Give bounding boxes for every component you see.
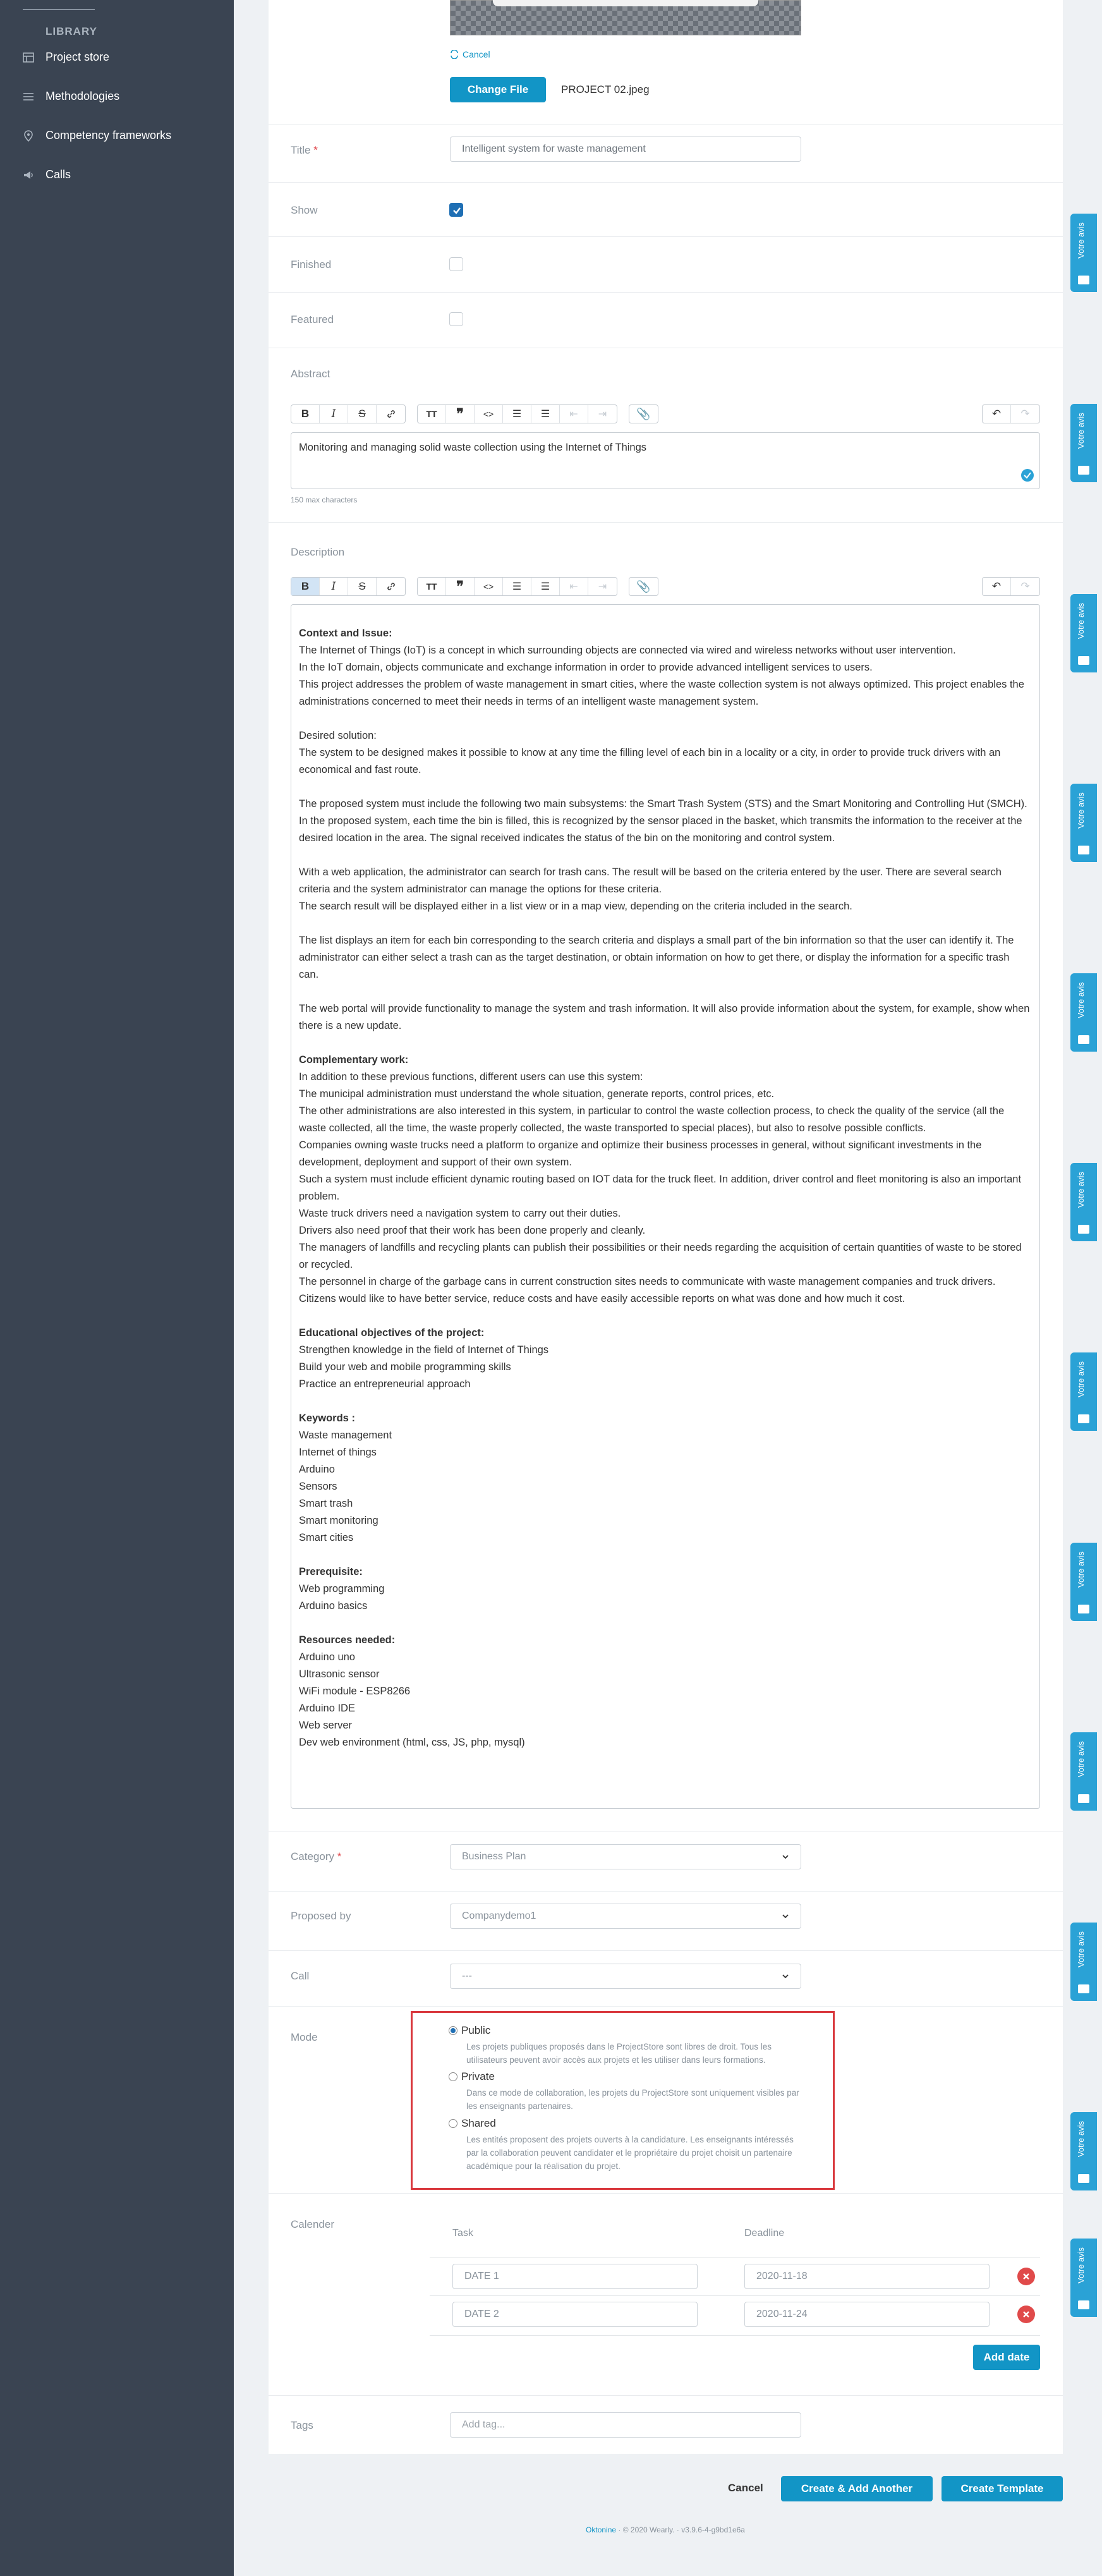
finished-label: Finished: [291, 258, 332, 270]
format-group: [291, 577, 406, 596]
show-label: Show: [291, 204, 318, 216]
description-paragraph: The personnel in charge of the garbage cans in current construction sites needs to communicate with waste management companies and truck drivers.: [299, 1276, 996, 1287]
featured-checkbox[interactable]: [449, 312, 463, 326]
feedback-tab[interactable]: [1070, 1923, 1097, 2001]
description-heading: Context and Issue:: [299, 628, 392, 639]
outdent-icon: ⇤: [569, 409, 578, 420]
description-paragraph: [299, 915, 1032, 932]
feedback-tab[interactable]: [1070, 594, 1097, 672]
description-paragraph: [299, 779, 1032, 796]
description-paragraph: Build your web and mobile programming skills: [299, 1361, 511, 1373]
description-paragraph: The managers of landfills and recycling plants can publish their possibilities or their needs regarding the acquisition of certain quantities of waste to be stored or recycled.: [299, 1242, 1022, 1270]
quote-icon: ❞: [456, 578, 464, 594]
description-paragraph: Drivers also need proof that their work has been done properly and cleanly.: [299, 1225, 646, 1236]
link-icon: [386, 409, 396, 419]
chevron-down-icon: [782, 1912, 789, 1920]
feedback-tab[interactable]: [1070, 1163, 1097, 1241]
feedback-tab-label: Votre avis: [1076, 1931, 1086, 1968]
separator: [269, 2395, 1063, 2396]
description-paragraph: [299, 1035, 1032, 1052]
radio-button[interactable]: [449, 2119, 457, 2128]
description-paragraph: Strengthen knowledge in the field of Internet of Things: [299, 1344, 549, 1356]
description-paragraph: Sensors: [299, 1481, 337, 1492]
description-paragraph: Smart cities: [299, 1532, 354, 1543]
heading-icon: TT: [426, 409, 437, 419]
description-paragraph: Smart monitoring: [299, 1515, 378, 1526]
description-paragraph: In addition to these previous functions, different users can use this system:: [299, 1071, 643, 1083]
task-header: Task: [452, 2228, 473, 2239]
description-editor[interactable]: [291, 604, 1040, 1809]
mode-option-desc: Les projets publiques proposés dans le ProjectStore sont libres de droit. Tous les utilisateurs peuvent avoir accès aux projets et les utiliser dans leurs formations.: [466, 2042, 772, 2065]
description-paragraph: Companies owning waste trucks need a platform to organize and optimize their business processes in general, without significant investments in the development, deployment and support of their own system.: [299, 1139, 982, 1168]
feedback-tab[interactable]: [1070, 973, 1097, 1052]
link-button[interactable]: [377, 405, 405, 423]
image-preview-bar: [493, 0, 758, 6]
heading-button[interactable]: [418, 578, 446, 595]
mail-icon: [1078, 466, 1089, 475]
featured-label: Featured: [291, 313, 334, 325]
outdent-icon: ⇤: [569, 581, 578, 592]
description-paragraph: [299, 710, 1032, 727]
megaphone-icon: [23, 169, 34, 181]
cancel-button[interactable]: Cancel: [728, 2482, 763, 2494]
feedback-tab[interactable]: [1070, 2112, 1097, 2190]
description-paragraph: Smart trash: [299, 1498, 353, 1509]
attach-group: [629, 404, 658, 423]
redo-icon: ↷: [1020, 408, 1030, 420]
feedback-tab[interactable]: [1070, 1732, 1097, 1811]
abstract-hint: 150 max characters: [291, 495, 358, 504]
mode-option-shared[interactable]: [449, 2117, 496, 2130]
separator: [269, 1891, 1063, 1892]
description-paragraph: [299, 1393, 1032, 1410]
sidebar-item-methodologies[interactable]: [23, 90, 119, 103]
undo-button[interactable]: [983, 578, 1011, 595]
undo-button[interactable]: [983, 405, 1011, 423]
description-paragraph: The proposed system must include the following two main subsystems: the Smart Trash System (STS) and the Smart Monitoring and Controlling Hut (SMCH).: [299, 798, 1027, 810]
description-paragraph: [299, 1308, 1032, 1325]
add-date-button[interactable]: Add date: [973, 2345, 1040, 2370]
radio-button[interactable]: [449, 2072, 457, 2081]
bold-button[interactable]: B: [291, 405, 320, 423]
sidebar-item-label: Methodologies: [45, 90, 120, 102]
strike-button[interactable]: S: [348, 578, 377, 595]
file-name: PROJECT 02.jpeg: [561, 83, 650, 95]
category-value: Business Plan: [462, 1851, 526, 1862]
feedback-tab-label: Votre avis: [1076, 413, 1086, 449]
separator: [269, 236, 1063, 237]
abstract-editor[interactable]: [291, 432, 1040, 489]
abstract-text: Monitoring and managing solid waste collection using the Internet of Things: [299, 442, 647, 453]
description-paragraph: The search result will be displayed either in a list view or in a map view, depending on the criteria included in the search.: [299, 901, 852, 912]
bullet-list-button[interactable]: [503, 578, 531, 595]
paperclip-icon: 📎: [636, 407, 651, 420]
redo-icon: ↷: [1020, 580, 1030, 592]
link-icon: [386, 581, 396, 592]
feedback-tab[interactable]: [1070, 214, 1097, 292]
footer-copyright: © 2020 Wearly.: [622, 2525, 675, 2534]
calender-label: Calender: [291, 2218, 334, 2230]
mail-icon: [1078, 1794, 1089, 1803]
mail-icon: [1078, 1225, 1089, 1234]
bullet-list-icon: ☰: [512, 581, 522, 592]
description-paragraph: Arduino basics: [299, 1600, 368, 1612]
numbered-list-icon: ☰: [540, 581, 550, 592]
radio-button[interactable]: [449, 2026, 457, 2035]
mail-icon: [1078, 1605, 1089, 1613]
description-label: Description: [291, 546, 345, 558]
bullet-list-button[interactable]: [503, 405, 531, 423]
description-heading: Keywords :: [299, 1413, 355, 1424]
numbered-list-icon: ☰: [540, 409, 550, 420]
create-add-another-button[interactable]: Create & Add Another: [781, 2476, 933, 2501]
location-icon: [23, 130, 34, 142]
indent-icon: ⇥: [598, 581, 607, 592]
category-label: Category *: [291, 1850, 342, 1862]
cancel-image-link[interactable]: [450, 49, 490, 59]
description-paragraph: Such a system must include efficient dynamic routing based on IOT data for the truck fleet. In addition, driver control and fleet monitoring is also an important problem.: [299, 1174, 1022, 1202]
attach-button[interactable]: [629, 405, 658, 423]
mode-option-public[interactable]: [449, 2024, 490, 2037]
separator: [269, 522, 1063, 523]
chevron-down-icon: [782, 1972, 789, 1980]
mail-icon: [1078, 1035, 1089, 1044]
feedback-tab[interactable]: [1070, 1352, 1097, 1431]
description-paragraph: Internet of things: [299, 1447, 377, 1458]
description-paragraph: Arduino: [299, 1464, 335, 1475]
description-paragraph: In the IoT domain, objects communicate and exchange information in order to provide advanced intelligent services to users.: [299, 662, 873, 673]
feedback-tab-label: Votre avis: [1076, 2247, 1086, 2284]
sidebar-item-calls[interactable]: [23, 168, 71, 181]
mail-icon: [1078, 2174, 1089, 2183]
numbered-list-button[interactable]: [531, 405, 560, 423]
deadline-header: Deadline: [744, 2228, 785, 2239]
mail-icon: [1078, 1414, 1089, 1423]
close-icon: [1017, 2268, 1035, 2285]
mail-icon: [1078, 2300, 1089, 2309]
remove-row-button[interactable]: [1017, 2306, 1035, 2323]
separator: [269, 1950, 1063, 1951]
redo-button[interactable]: [1011, 405, 1039, 423]
sidebar-divider: [23, 9, 95, 10]
description-paragraph: With a web application, the administrator can search for trash cans. The result will be based on the criteria entered by the user. There are several search criteria and the system administrator can manage the options for these criteria.: [299, 866, 1002, 895]
create-template-button[interactable]: Create Template: [942, 2476, 1063, 2501]
strike-button[interactable]: S: [348, 405, 377, 423]
sidebar-item-label: Competency frameworks: [45, 129, 172, 142]
feedback-tab[interactable]: [1070, 784, 1097, 862]
description-paragraph: Waste truck drivers need a navigation system to carry out their duties.: [299, 1208, 621, 1219]
description-paragraph: Arduino uno: [299, 1651, 355, 1663]
quote-icon: ❞: [456, 406, 464, 422]
description-paragraph: Ultrasonic sensor: [299, 1668, 380, 1680]
mode-option-desc: Dans ce mode de collaboration, les projets du ProjectStore sont uniquement visibles par les enseignants partenaires.: [466, 2088, 799, 2111]
separator: [269, 2193, 1063, 2194]
deadline-input[interactable]: 2020-11-24: [744, 2302, 990, 2327]
cancel-image-label: Cancel: [463, 49, 490, 59]
separator: [269, 182, 1063, 183]
mode-option-label: Shared: [461, 2117, 496, 2129]
list-icon: [23, 91, 34, 102]
feedback-tab-label: Votre avis: [1076, 603, 1086, 640]
code-icon: <>: [483, 581, 494, 592]
tags-input[interactable]: Add tag...: [450, 2412, 801, 2438]
mail-icon: [1078, 276, 1089, 284]
description-paragraph: Practice an entrepreneurial approach: [299, 1378, 471, 1390]
mode-label: Mode: [291, 2031, 318, 2043]
task-input[interactable]: DATE 2: [452, 2302, 698, 2327]
check-icon: [450, 204, 464, 217]
attach-button[interactable]: [629, 578, 658, 595]
outdent-button[interactable]: [560, 405, 588, 423]
description-heading: Complementary work:: [299, 1054, 409, 1066]
description-paragraph: The municipal administration must understand the whole situation, generate reports, control prices, etc.: [299, 1088, 775, 1100]
call-value: ---: [462, 1971, 472, 1981]
proposed-by-label: Proposed by: [291, 1910, 351, 1922]
indent-button[interactable]: [588, 578, 617, 595]
feedback-tab-label: Votre avis: [1076, 1172, 1086, 1208]
link-button[interactable]: [377, 578, 405, 595]
numbered-list-button[interactable]: [531, 578, 560, 595]
format-group: [291, 404, 406, 423]
description-paragraph: Citizens would like to have better service, reduce costs and have easily accessible reports on what was done and how much it cost.: [299, 1293, 905, 1304]
mode-option-private[interactable]: [449, 2070, 495, 2083]
title-label: Title *: [291, 144, 318, 156]
description-paragraph: WiFi module - ESP8266: [299, 1686, 411, 1697]
description-paragraph: Web server: [299, 1720, 353, 1731]
description-toolbar: [291, 576, 1040, 597]
redo-button[interactable]: [1011, 578, 1039, 595]
description-paragraph: The system to be designed makes it possible to know at any time the filling level of each bin in a locality or a city, in order to provide truck drivers with an economical and fast route.: [299, 747, 1001, 775]
sidebar-item-label: Calls: [45, 168, 71, 181]
paperclip-icon: 📎: [636, 580, 651, 593]
separator: [269, 292, 1063, 293]
description-heading: Resources needed:: [299, 1634, 396, 1646]
description-paragraph: Desired solution:: [299, 730, 377, 741]
feedback-tab[interactable]: [1070, 1543, 1097, 1621]
feedback-tab-label: Votre avis: [1076, 1361, 1086, 1398]
footer-version: v3.9.6-4-g9bd1e6a: [681, 2525, 745, 2534]
separator: [269, 124, 1063, 125]
valid-icon: [1021, 469, 1034, 482]
show-checkbox[interactable]: [449, 203, 463, 217]
code-button[interactable]: [475, 578, 503, 595]
footer-brand-link[interactable]: Oktonine: [586, 2525, 617, 2534]
feedback-tab-label: Votre avis: [1076, 1741, 1086, 1778]
task-input[interactable]: DATE 1: [452, 2264, 698, 2289]
quote-button[interactable]: [446, 578, 475, 595]
footer: Oktonine · © 2020 Wearly. · v3.9.6-4-g9bd1e6a: [586, 2525, 745, 2534]
calender-row-sep: [430, 2295, 1040, 2296]
mode-option-label: Public: [461, 2024, 491, 2036]
bold-button[interactable]: B: [291, 578, 320, 595]
sidebar-item-competency-frameworks[interactable]: [23, 129, 171, 142]
heading-button[interactable]: [418, 405, 446, 423]
indent-icon: ⇥: [598, 409, 607, 420]
mode-option-label: Private: [461, 2070, 495, 2082]
description-paragraph: [299, 1546, 1032, 1564]
finished-checkbox[interactable]: [449, 257, 463, 271]
deadline-input[interactable]: 2020-11-18: [744, 2264, 990, 2289]
mail-icon: [1078, 1984, 1089, 1993]
call-select[interactable]: [450, 1964, 801, 1989]
store-icon: [23, 52, 34, 63]
change-file-button[interactable]: Change File: [450, 77, 546, 102]
undo-icon: ↶: [991, 408, 1002, 420]
block-group: [417, 577, 617, 596]
description-paragraph: The web portal will provide functionality to manage the system and trash information. It will also provide information about the system, for example, show when there is a new update.: [299, 1003, 1030, 1031]
feedback-tab-label: Votre avis: [1076, 1552, 1086, 1588]
feedback-tab[interactable]: [1070, 2239, 1097, 2317]
description-heading: Educational objectives of the project:: [299, 1327, 485, 1339]
outdent-button[interactable]: [560, 578, 588, 595]
description-paragraph: Waste management: [299, 1430, 392, 1441]
description-paragraph: [299, 1615, 1032, 1632]
quote-button[interactable]: [446, 405, 475, 423]
italic-button[interactable]: I: [320, 578, 348, 595]
description-paragraph: Dev web environment (html, css, JS, php, mysql): [299, 1737, 525, 1748]
sidebar: [0, 0, 234, 2576]
feedback-tab-label: Votre avis: [1076, 982, 1086, 1019]
chevron-down-icon: [782, 1853, 789, 1861]
remove-row-button[interactable]: [1017, 2268, 1035, 2285]
mail-icon: [1078, 846, 1089, 854]
sidebar-item-label: Project store: [45, 51, 110, 63]
tags-label: Tags: [291, 2419, 313, 2431]
description-paragraph: The Internet of Things (IoT) is a concept in which surrounding objects are connected via wired and wireless networks without user intervention.: [299, 645, 956, 656]
close-icon: [1017, 2306, 1035, 2323]
bullet-list-icon: ☰: [512, 409, 522, 420]
mail-icon: [1078, 656, 1089, 665]
indent-button[interactable]: [588, 405, 617, 423]
sidebar-item-project-store[interactable]: [23, 51, 109, 64]
code-icon: <>: [483, 409, 494, 419]
code-button[interactable]: [475, 405, 503, 423]
description-paragraph: The other administrations are also interested in this system, in particular to control the waste collection process, to check the quality of the service (all the waste collected, all the time, the waste properly collected, the waste transported to special places), but also to resolve possible conflicts.: [299, 1105, 1005, 1134]
heading-icon: TT: [426, 581, 437, 592]
abstract-label: Abstract: [291, 368, 330, 380]
feedback-tab-label: Votre avis: [1076, 793, 1086, 829]
abstract-toolbar: [291, 403, 1040, 425]
undo-icon: ↶: [991, 580, 1002, 592]
feedback-tab-label: Votre avis: [1076, 2121, 1086, 2158]
mode-option-desc: Les entités proposent des projets ouverts à la candidature. Les enseignants intéressés par la collaboration peuvent candidater et le propriétaire du projet choisit un partenaire académique pour la réalisation du projet.: [466, 2135, 794, 2171]
description-paragraph: This project addresses the problem of waste management in smart cities, where the waste collection system is not always optimized. This project enables the administrations concerned to meet their needs in terms of an intelligent waste management system.: [299, 679, 1024, 707]
category-select[interactable]: [450, 1844, 801, 1869]
history-group: [982, 404, 1040, 423]
description-paragraph: Web programming: [299, 1583, 385, 1595]
description-paragraph: In the proposed system, each time the bin is filled, this is recognized by the sensor placed in the basket, which transmits the information to the receiver at the desired location in the area. The signal received indicates the status of the bin on the monitoring and control system.: [299, 815, 1022, 844]
separator: [269, 2006, 1063, 2007]
proposed-by-value: Companydemo1: [462, 1911, 536, 1921]
description-paragraph: [299, 983, 1032, 1000]
sidebar-section-label: LIBRARY: [45, 25, 97, 37]
feedback-tab[interactable]: [1070, 404, 1097, 482]
description-paragraph: [299, 847, 1032, 864]
description-heading: Prerequisite:: [299, 1566, 363, 1577]
call-label: Call: [291, 1970, 310, 1982]
italic-button[interactable]: I: [320, 405, 348, 423]
description-paragraph: Arduino IDE: [299, 1703, 355, 1714]
proposed-by-select[interactable]: [450, 1904, 801, 1929]
description-paragraph: The list displays an item for each bin corresponding to the search criteria and displays a small part of the bin information so that the user can identify it. The administrator can either select a trash can as the target destination, or obtain information on how to get there, or display the information for a specific trash can.: [299, 935, 1014, 980]
title-input[interactable]: Intelligent system for waste management: [450, 137, 801, 162]
attach-group: [629, 577, 658, 596]
history-group: [982, 577, 1040, 596]
block-group: [417, 404, 617, 423]
feedback-tab-label: Votre avis: [1076, 222, 1086, 259]
rotate-icon: [450, 50, 459, 59]
